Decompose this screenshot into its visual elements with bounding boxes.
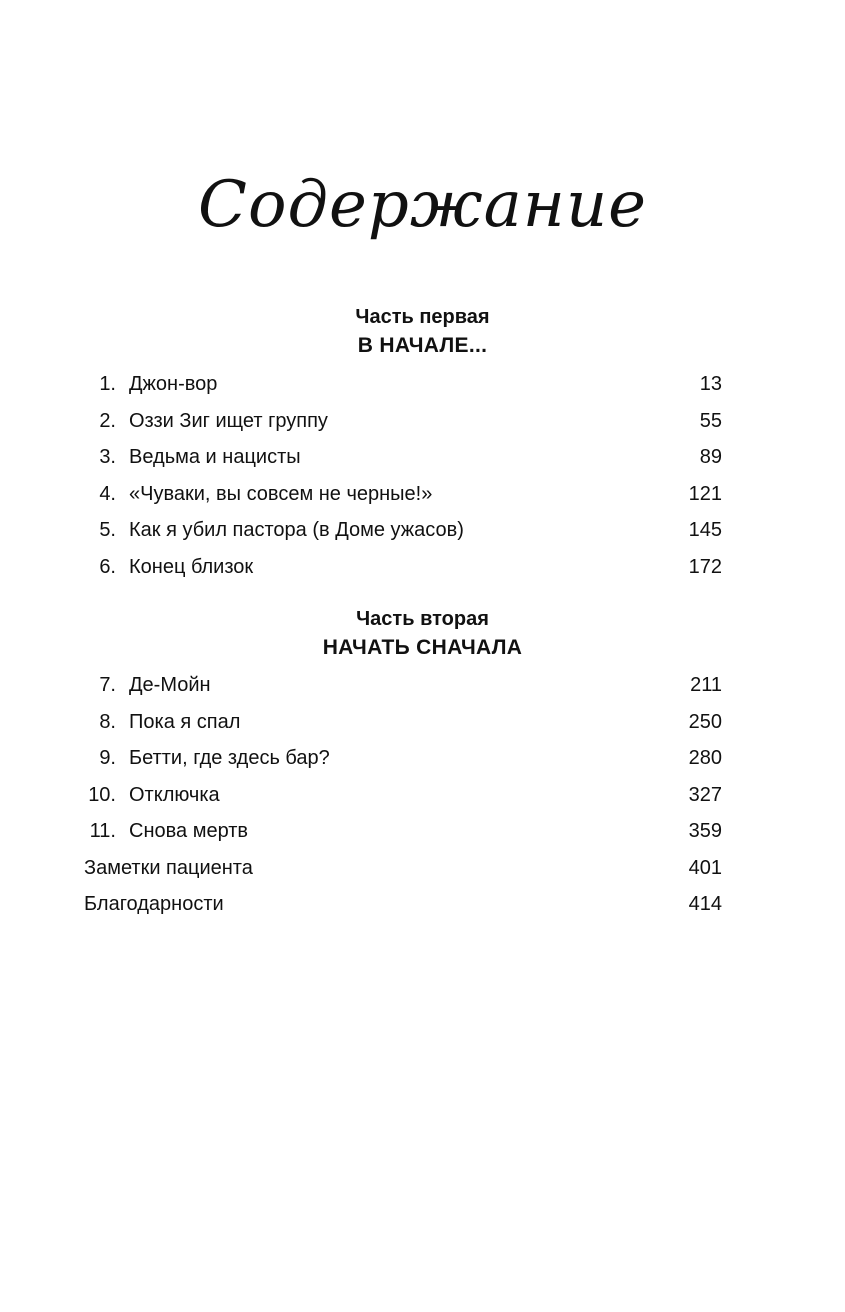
entry-page: 250 [688, 710, 722, 733]
entry-number: 6. [99, 555, 116, 578]
entry-title: Отключка [129, 783, 220, 806]
entry-page: 401 [688, 856, 722, 879]
entry-number: 3. [99, 446, 116, 468]
toc-entry[interactable] [82, 439, 722, 476]
part-two-title: НАЧАТЬ СНАЧАЛА [322, 636, 523, 659]
entry-title: Снова мертв [129, 820, 249, 842]
entry-title: «Чуваки, вы совсем не черные!» [129, 482, 433, 505]
toc-entry[interactable] [82, 476, 722, 513]
toc-entry[interactable] [82, 740, 722, 777]
entry-page: 414 [688, 893, 722, 915]
entry-title: Заметки пациента [84, 856, 253, 879]
entry-title: Конец близок [129, 555, 254, 578]
toc-entry[interactable] [82, 366, 722, 403]
entry-title: Ведьма и нацисты [129, 446, 301, 468]
toc-entry[interactable] [82, 777, 722, 814]
toc-entry[interactable] [82, 549, 722, 586]
toc-entry-extra[interactable] [82, 886, 722, 923]
part-two-list [82, 667, 722, 923]
entry-number: 9. [99, 747, 116, 769]
entry-title: Пока я спал [129, 710, 241, 733]
entry-title: Оззи Зиг ищет группу [129, 409, 328, 432]
entry-number: 11. [89, 820, 116, 842]
page-title: Содержание [197, 168, 648, 242]
entry-title: Благодарности [84, 893, 224, 915]
entry-page: 280 [688, 747, 722, 769]
entry-page: 121 [688, 482, 722, 505]
entry-number: 5. [99, 519, 116, 541]
entry-title: Джон-вор [129, 373, 218, 395]
entry-number: 1. [99, 373, 116, 395]
toc-entry[interactable] [82, 512, 722, 549]
entry-page: 13 [699, 373, 722, 395]
entry-title: Бетти, где здесь бар? [129, 747, 330, 769]
entry-number: 8. [99, 710, 116, 733]
toc-entry-extra[interactable] [82, 850, 722, 887]
entry-title: Как я убил пастора (в Доме ужасов) [129, 519, 464, 541]
entry-number: 10. [88, 783, 116, 806]
entry-page: 211 [690, 674, 722, 696]
toc-entry[interactable] [82, 667, 722, 704]
entry-page: 89 [699, 446, 722, 468]
entry-page: 327 [688, 783, 722, 806]
entry-number: 4. [99, 482, 116, 505]
entry-page: 145 [688, 519, 722, 541]
part-two-label: Часть вторая [356, 608, 489, 630]
part-one-label: Часть первая [355, 306, 490, 328]
entry-number: 2. [99, 409, 116, 432]
toc-entry[interactable] [82, 704, 722, 741]
entry-page: 55 [699, 409, 722, 432]
part-one-title: В НАЧАЛЕ... [357, 334, 488, 357]
entry-page: 359 [688, 820, 722, 842]
toc-entry[interactable] [82, 813, 722, 850]
toc-entry[interactable] [82, 403, 722, 440]
entry-number: 7. [99, 674, 116, 696]
part-two-heading [0, 605, 845, 663]
entry-page: 172 [688, 555, 722, 578]
entry-title: Де-Мойн [129, 674, 211, 696]
part-one-list [82, 366, 722, 585]
part-one-heading [0, 303, 845, 361]
